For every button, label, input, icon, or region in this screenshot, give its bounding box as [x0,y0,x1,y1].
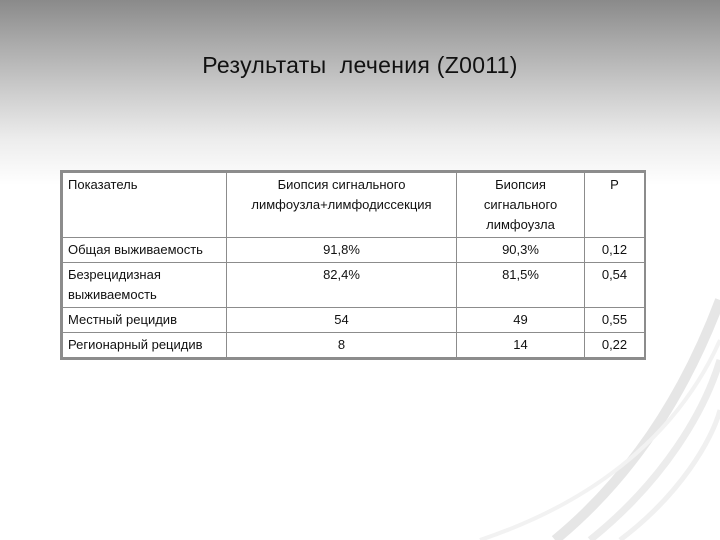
results-table [62,172,645,358]
table-header-row [63,173,645,238]
cell-biopsy-dissection: 54 [227,308,457,333]
table-row [63,263,645,308]
cell-p-value: 0,22 [585,333,645,358]
cell-biopsy-dissection: 91,8% [227,238,457,263]
cell-p-value: 0,12 [585,238,645,263]
header-p-value: P [585,173,645,238]
cell-p-value: 0,55 [585,308,645,333]
header-biopsy-dissection: Биопсия сигнального лимфоузла+лимфодиссекция [227,173,457,238]
row-label: Общая выживаемость [63,238,227,263]
row-label: Безрецидизная выживаемость [63,263,227,308]
header-indicator: Показатель [63,173,227,238]
row-label: Местный рецидив [63,308,227,333]
cell-biopsy-dissection: 82,4% [227,263,457,308]
header-biopsy: Биопсия сигнального лимфоузла [457,173,585,238]
table-row [63,308,645,333]
cell-biopsy: 49 [457,308,585,333]
row-label: Регионарный рецидив [63,333,227,358]
cell-biopsy: 14 [457,333,585,358]
cell-biopsy-dissection: 8 [227,333,457,358]
cell-p-value: 0,54 [585,263,645,308]
cell-biopsy: 90,3% [457,238,585,263]
results-table-container [62,172,644,358]
cell-biopsy: 81,5% [457,263,585,308]
table-row [63,333,645,358]
table-row [63,238,645,263]
slide-title: Результаты лечения (Z0011) [202,52,518,78]
